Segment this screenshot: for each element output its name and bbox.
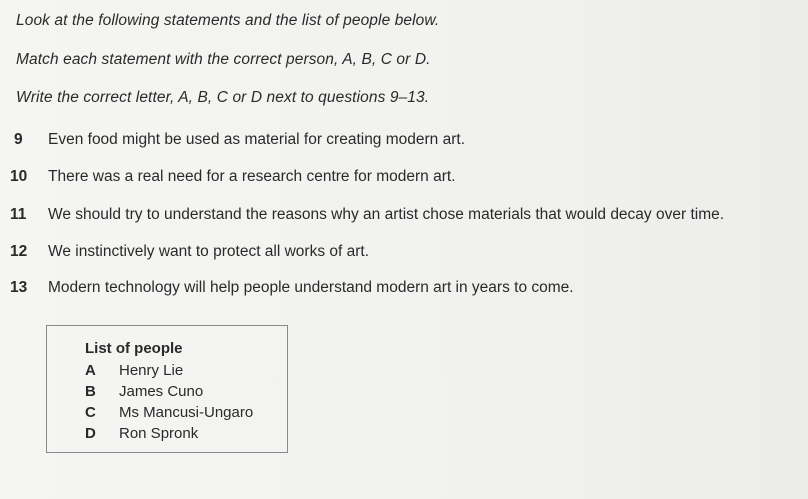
person-name: James Cuno [119, 383, 204, 400]
question-number: 13 [10, 279, 28, 296]
people-list-box [46, 325, 288, 453]
person-name: Henry Lie [119, 362, 184, 379]
person-letter: B [85, 383, 96, 400]
question-number: 9 [14, 131, 23, 148]
question-text: We instinctively want to protect all works of art. [48, 243, 370, 260]
person-letter: A [85, 362, 96, 379]
question-number: 10 [10, 168, 28, 185]
people-list-title: List of people [85, 340, 183, 357]
question-number: 12 [10, 243, 28, 260]
question-text: We should try to understand the reasons why an artist chose materials that would decay over time. [48, 206, 725, 223]
question-text: Even food might be used as material for creating modern art. [48, 131, 465, 148]
instruction-line-2: Match each statement with the correct person, A, B, C or D. [16, 51, 431, 68]
question-text: Modern technology will help people understand modern art in years to come. [48, 279, 574, 296]
question-number: 11 [10, 206, 27, 223]
instruction-line-3: Write the correct letter, A, B, C or D next to questions 9–13. [16, 89, 430, 106]
person-name: Ron Spronk [119, 425, 199, 442]
instruction-line-1: Look at the following statements and the list of people below. [16, 12, 440, 29]
person-name: Ms Mancusi-Ungaro [119, 404, 254, 421]
person-letter: D [85, 425, 96, 442]
question-text: There was a real need for a research centre for modern art. [48, 168, 456, 185]
person-letter: C [85, 404, 96, 421]
